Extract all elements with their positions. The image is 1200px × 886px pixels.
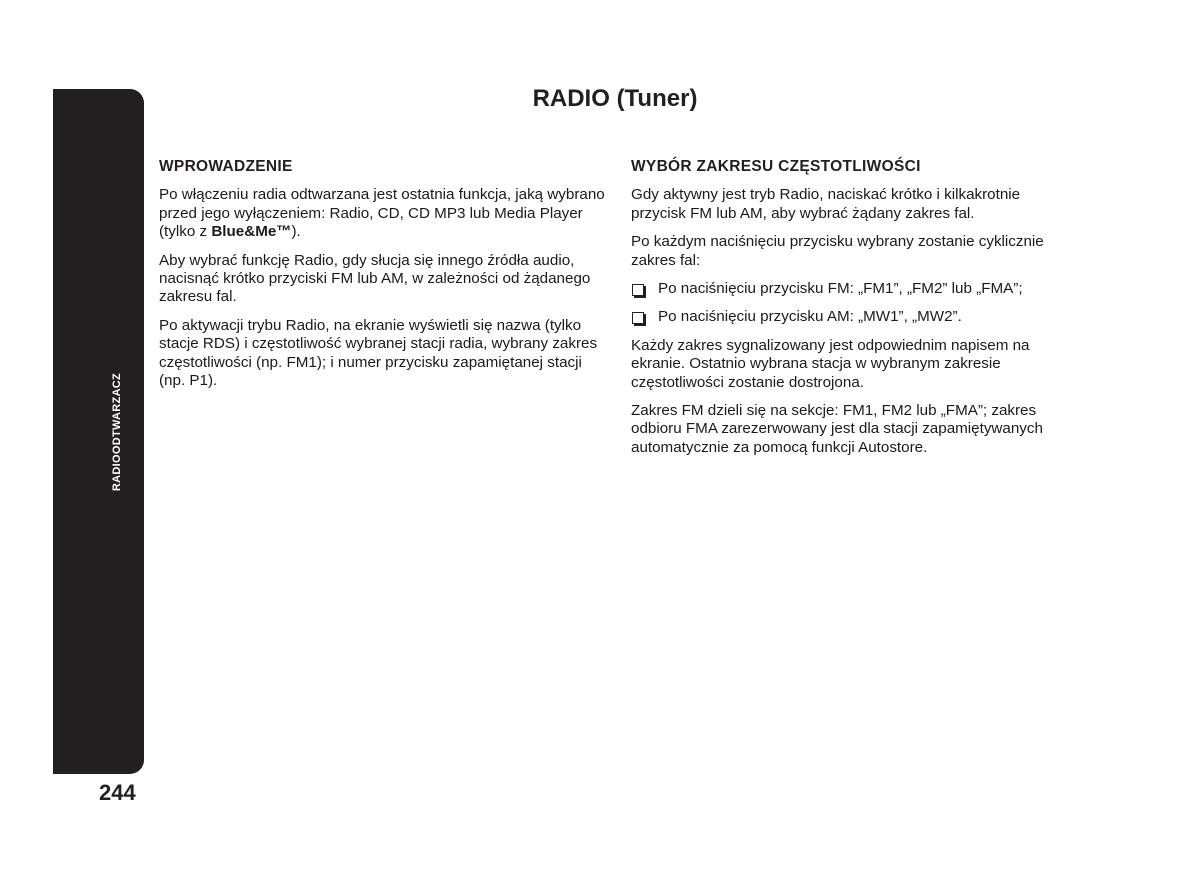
paragraph: Zakres FM dzieli się na sekcje: FM1, FM2 lub „FMA”; zakres odbioru FMA zarezerwowany jest dla stacji zapamiętywanych automatycznie za pomocą funkcji Autostore. <box>631 402 1043 456</box>
list-item <box>631 280 1071 298</box>
paragraph-text-end: ). <box>291 223 301 241</box>
paragraph: Aby wybrać funkcję Radio, gdy słucja się innego źródła audio, nacisnąć krótko przyciski FM lub AM, w zależności od żądanego zakresu fal. <box>159 251 591 306</box>
section-heading-band-selection: WYBÓR ZAKRESU CZĘSTOTLIWOŚCI <box>631 158 921 175</box>
side-tab <box>53 89 144 774</box>
right-column <box>631 158 1071 467</box>
section-label: RADIOODTWARZACZ <box>111 372 123 492</box>
paragraph-text: Po włączeniu radia odtwarzana jest ostatnia funkcja, jaką wybrano przed jego wyłączeniem: Radio, CD, CD MP3 lub Media Player (tylko z <box>159 186 605 241</box>
paragraph: Po każdym naciśnięciu przycisku wybrany zostanie cyklicznie zakres fal: <box>631 233 1044 269</box>
page-number: 244 <box>99 780 136 805</box>
paragraph: Każdy zakres sygnalizowany jest odpowiednim napisem na ekranie. Ostatnio wybrana stacja w wybranym zakresie częstotliwości zostanie dostrojona. <box>631 336 1030 391</box>
section-heading-introduction: WPROWADZENIE <box>159 158 293 175</box>
checkbox-bullet-icon <box>632 312 644 324</box>
paragraph: Gdy aktywny jest tryb Radio, naciskać krótko i kilkakrotnie przycisk FM lub AM, aby wybrać żądany zakres fal. <box>631 186 1021 222</box>
list-item <box>631 308 1071 326</box>
paragraph <box>159 186 607 241</box>
checkbox-bullet-icon <box>632 284 644 296</box>
left-column <box>159 158 607 400</box>
list-item-text: Po naciśnięciu przycisku AM: „MW1”, „MW2”. <box>658 308 962 326</box>
paragraph: Po aktywacji trybu Radio, na ekranie wyświetli się nazwa (tylko stacje RDS) i częstotliwość wybranej stacji radia, wybrany zakres częstotliwości (np. FM1); i numer przycisku zapamiętanej stacji (np. P1). <box>159 316 598 390</box>
list-item-text: Po naciśnięciu przycisku FM: „FM1”, „FM2” lub „FMA”; <box>658 280 1023 298</box>
brand-name: Blue&Me™ <box>211 223 292 241</box>
page-title: RADIO (Tuner) <box>532 85 698 112</box>
